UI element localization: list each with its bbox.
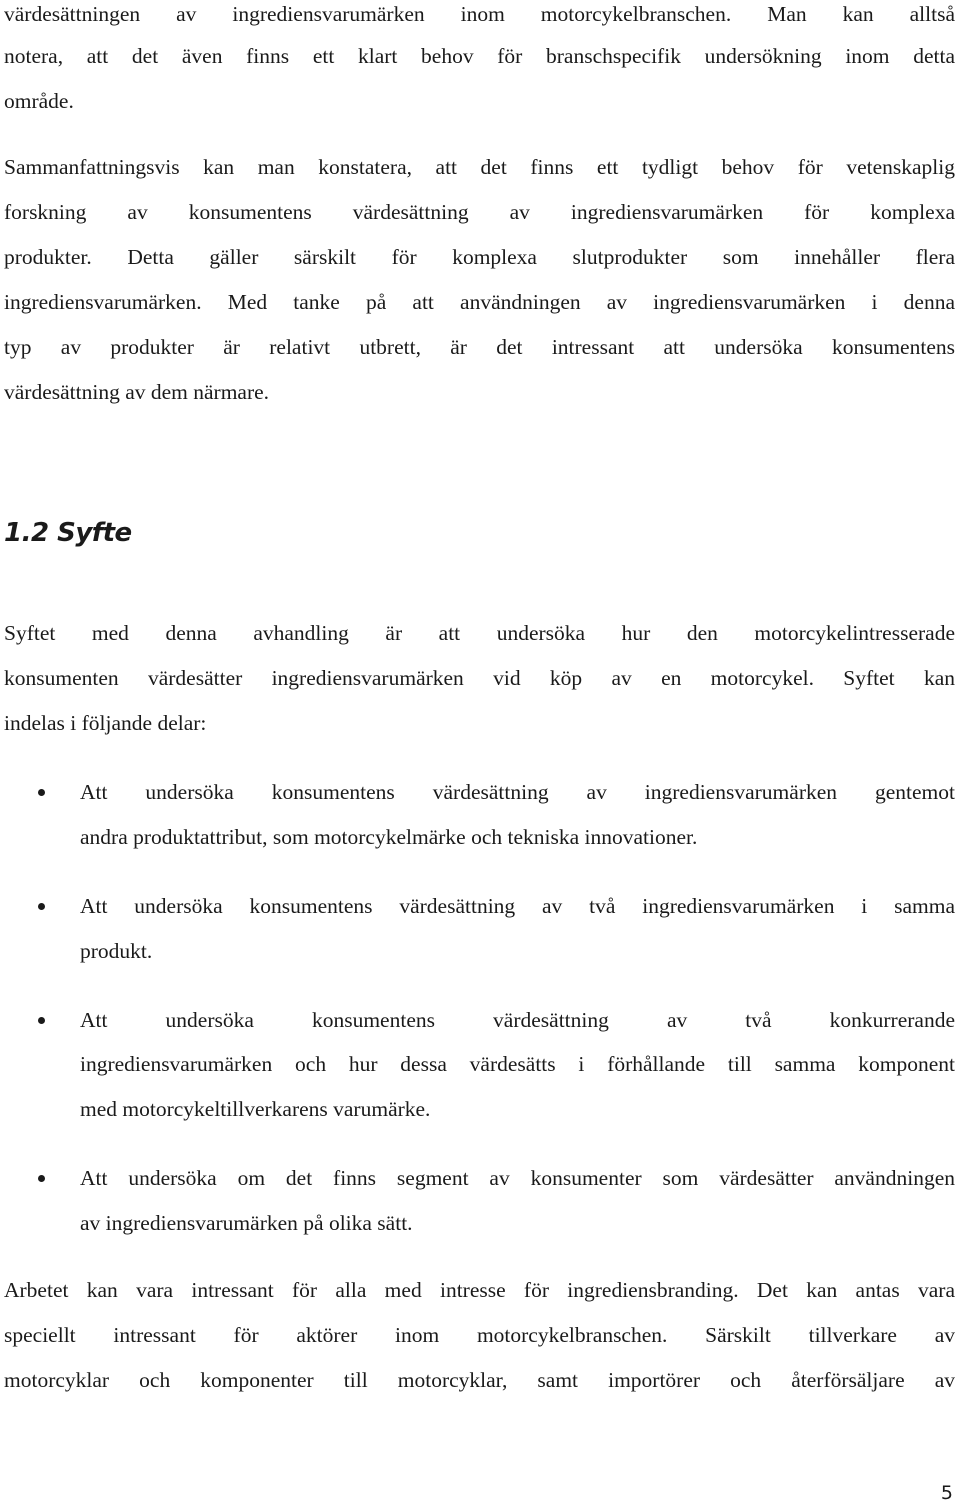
list-item-line: Att undersöka om det finns segment av konsumenter som värdesätter användningen bbox=[80, 1166, 955, 1190]
text-line: ingrediensvarumärken. Med tanke på att användningen av ingrediensvarumärken i denna bbox=[4, 290, 955, 314]
list-item-line: andra produktattribut, som motorcykelmärke och tekniska innovationer. bbox=[80, 825, 698, 849]
bullet-icon bbox=[38, 1017, 45, 1024]
text-line: motorcyklar och komponenter till motorcyklar, samt importörer och återförsäljare av bbox=[4, 1368, 955, 1392]
text-line: område. bbox=[4, 89, 74, 113]
list-item-line: ingrediensvarumärken och hur dessa värdesätts i förhållande till samma komponent bbox=[80, 1052, 955, 1076]
text-line: Syftet med denna avhandling är att undersöka hur den motorcykelintresserade bbox=[4, 621, 955, 645]
text-line: värdesättningen av ingrediensvarumärken inom motorcykelbranschen. Man kan alltså bbox=[4, 2, 955, 26]
text-line: typ av produkter är relativt utbrett, är det intressant att undersöka konsumentens bbox=[4, 335, 955, 359]
text-line: forskning av konsumentens värdesättning av ingrediensvarumärken för komplexa bbox=[4, 200, 955, 224]
list-item-line: Att undersöka konsumentens värdesättning av två konkurrerande bbox=[80, 1008, 955, 1032]
list-item-line: produkt. bbox=[80, 939, 153, 963]
text-line: Arbetet kan vara intressant för alla med intresse för ingrediensbranding. Det kan antas vara bbox=[4, 1278, 955, 1302]
text-line: notera, att det även finns ett klart behov för branschspecifik undersökning inom detta bbox=[4, 44, 955, 68]
text-line: speciellt intressant för aktörer inom motorcykelbranschen. Särskilt tillverkare av bbox=[4, 1323, 955, 1347]
text-line: produkter. Detta gäller särskilt för komplexa slutprodukter som innehåller flera bbox=[4, 245, 955, 269]
text-line: Sammanfattningsvis kan man konstatera, att det finns ett tydligt behov för vetenskaplig bbox=[4, 155, 955, 179]
bullet-icon bbox=[38, 903, 45, 910]
section-heading: 1.2 Syfte bbox=[4, 518, 132, 548]
text-line: värdesättning av dem närmare. bbox=[4, 380, 270, 404]
bullet-icon bbox=[38, 1175, 45, 1182]
bullet-icon bbox=[38, 789, 45, 796]
text-line: indelas i följande delar: bbox=[4, 711, 207, 735]
list-item-line: med motorcykeltillverkarens varumärke. bbox=[80, 1097, 431, 1121]
list-item-line: Att undersöka konsumentens värdesättning av två ingrediensvarumärken i samma bbox=[80, 894, 955, 918]
list-item-line: Att undersöka konsumentens värdesättning av ingrediensvarumärken gentemot bbox=[80, 780, 955, 804]
list-item-line: av ingrediensvarumärken på olika sätt. bbox=[80, 1211, 413, 1235]
page-number: 5 bbox=[940, 1482, 953, 1504]
text-line: konsumenten värdesätter ingrediensvarumärken vid köp av en motorcykel. Syftet kan bbox=[4, 666, 955, 690]
